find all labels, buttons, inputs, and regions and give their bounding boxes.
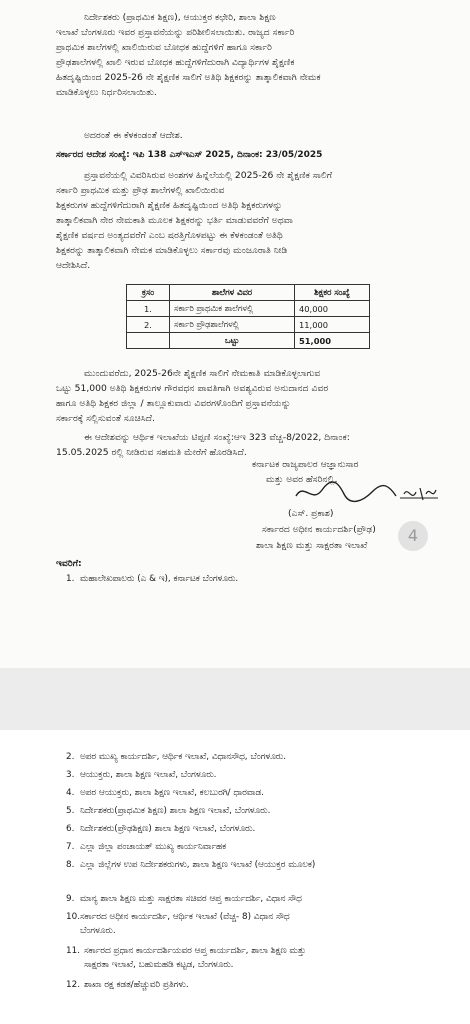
intro-paragraph: ನಿರ್ದೇಶಕರು (ಪ್ರಾಥಮಿಕ ಶಿಕ್ಷಣ), ಆಯುಕ್ತರ ಕಛೇರಿ, ಶಾಲಾ ಶಿಕ್ಷಣ ಇಲಾಖೆ ಬೆಂಗಳೂರು ಇವರ ಪ್ರಸ್ತಾವನೆಯನ್ನು ಪರಿಶೀಲಿಸಲಾಯಿತು. ರಾಜ್ಯದ ಸರ್ಕಾರಿ ಪ್ರಾಥಮಿಕ ಶಾಲೆಗಳಲ್ಲಿ ಖಾಲಿಯಿರುವ ಬೋಧಕ ಹುದ್ದೆಗಳಿಗೆ ಹಾಗೂ ಸರ್ಕಾರಿ ಪ್ರೌಢಶಾಲೆಗಳಲ್ಲಿ ಖಾಲಿ ಇರುವ ಬೋಧಕ ಹುದ್ದೆಗಳಿಗೆದುರಾಗಿ ವಿದ್ಯಾರ್ಥಿಗಳ ಶೈಕ್ಷಣಿಕ ಹಿತದೃಷ್ಟಿಯಿಂದ 2025-26 ನೇ ಶೈಕ್ಷಣಿಕ ಸಾಲಿಗೆ ಅತಿಥಿ ಶಿಕ್ಷಕರನ್ನು ತಾತ್ಕಾಲಿಕವಾಗಿ ನೇಮಕ ಮಾಡಿಕೊಳ್ಳಲು ನಿರ್ಧರಿಸಲಾಯಿತು. [56,12,321,98]
order-heading: ಸರ್ಕಾರದ ಆದೇಶ ಸಂಖ್ಯೆ: ಇಪಿ 138 ಎಸ್‌ಇಎಸ್ 2025, ದಿನಾಂಕ: 23/05/2025 [56,150,323,160]
table-cell: ಸರ್ಕಾರಿ ಪ್ರೌಢಶಾಲೆಗಳಲ್ಲಿ [170,317,295,333]
signatory-name: (ಎಸ್. ಪ್ರಕಾಶ) [288,508,334,519]
table-total-row [127,333,370,349]
table-cell: 40,000 [295,301,370,317]
further-paragraph: ಮುಂದುವರೆದು, 2025-26ನೇ ಶೈಕ್ಷಣಿಕ ಸಾಲಿಗೆ ನೇಮಕಾತಿ ಮಾಡಿಕೊಳ್ಳಲಾಗುವ ಒಟ್ಟು 51,000 ಅತಿಥಿ ಶಿಕ್ಷಕರುಗಳ ಗೌರವಧನ ಪಾವತಿಗಾಗಿ ಅವಶ್ಯವಿರುವ ಅನುದಾನದ ವಿವರ ಹಾಗೂ ಅತಿಥಿ ಶಿಕ್ಷಕರ ಜಿಲ್ಲಾ / ತಾಲ್ಲೂಕುವಾರು ವಿವರಗಳೊಂದಿಗೆ ಪ್ರಸ್ತಾವನೆಯನ್ನು ಸರ್ಕಾರಕ್ಕೆ ಸಲ್ಲಿಸುವಂತೆ ಸೂಚಿಸಿದೆ. [56,368,329,424]
signatory-designation: ಸರ್ಕಾರದ ಅಧೀನ ಕಾರ್ಯದರ್ಶಿ(ಪ್ರೌಢ) [262,524,376,535]
document-page-2: 2. ಅಪರ ಮುಖ್ಯ ಕಾರ್ಯದರ್ಶಿ, ಆರ್ಥಿಕ ಇಲಾಖೆ, ವಿಧಾನಸೌಧ, ಬೆಂಗಳೂರು. 3. ಆಯುಕ್ತರು, ಶಾಲಾ ಶಿಕ್ಷಣ ಇಲಾಖೆ, ಬೆಂಗಳೂರು. 4. ಅಪರ ಆಯುಕ್ತರು, ಶಾಲಾ ಶಿಕ್ಷಣ ಇಲಾಖೆ, ಕಲಬುರಗಿ/ ಧಾರವಾಡ. 5. ನಿರ್ದೇಶಕರು(ಪ್ರಾಥಮಿಕ ಶಿಕ್ಷಣ) ಶಾಲಾ ಶಿಕ್ಷಣ ಇಲಾಖೆ, ಬೆಂಗಳೂರು. 6. ನಿರ್ದೇಶಕರು(ಪ್ರೌಢಶಿಕ್ಷಣ) ಶಾಲಾ ಶಿಕ್ಷಣ ಇಲಾಖೆ, ಬೆಂಗಳೂರು. 7. ಎಲ್ಲಾ ಜಿಲ್ಲಾ ಪಂಚಾಯತ್ ಮುಖ್ಯ ಕಾರ್ಯನಿರ್ವಾಹಕ 8. ಎಲ್ಲಾ ಜಿಲ್ಲೆಗಳ ಉಪ ನಿರ್ದೇಶಕರುಗಳು, ಶಾಲಾ ಶಿಕ್ಷಣ ಇಲಾಖೆ (ಆಯುಕ್ತರ ಮೂಲಕ) 9. ಮಾನ್ಯ ಶಾಲಾ ಶಿಕ್ಷಣ ಮತ್ತು ಸಾಕ್ಷರತಾ ಸಚಿವರ ಆಪ್ತ ಕಾರ್ಯದರ್ಶಿ, ವಿಧಾನ ಸೌಧ 10. ಸರ್ಕಾರದ ಅಧೀನ ಕಾರ್ಯದರ್ಶಿ, ಆರ್ಥಿಕ ಇಲಾಖೆ (ವೆಚ್ಚ- 8) ವಿಧಾನ ಸೌಧ ಬೆಂಗಳೂರು. 11. ಸರ್ಕಾರದ ಪ್ರಧಾನ ಕಾರ್ಯದರ್ಶಿಯವರ ಆಪ್ತ ಕಾರ್ಯದರ್ಶಿ, ಶಾಲಾ ಶಿಕ್ಷಣ ಮತ್ತು ಸಾಕ್ಷರತಾ ಇಲಾಖೆ, ಬಹುಮಹಡಿ ಕಟ್ಟಡ, ಬೆಂಗಳೂರು. 12. ಶಾಖಾ ರಕ್ಷ ಕಡತ/ಹೆಚ್ಚುವರಿ ಪ್ರತಿಗಳು. [0,730,470,1024]
order-intro: ಅದರಂತೆ ಈ ಕೆಳಕಂಡಂತೆ ಆದೇಶ. [84,130,183,141]
table-header-cell: ಶಾಲೆಗಳ ವಿವರ [170,285,295,301]
table-cell: 1. [127,301,170,317]
table-total-label: ಒಟ್ಟು [170,333,295,349]
stamp-badge: 4 [398,521,428,551]
signature-line-1: ಕರ್ನಾಟಕ ರಾಜ್ಯಪಾಲರ ಆಜ್ಞಾನುಸಾರ [252,459,359,470]
page-gap [0,668,470,730]
table-cell: 2. [127,317,170,333]
table-cell: 11,000 [295,317,370,333]
table-row [127,317,370,333]
handwritten-signature-icon [292,476,442,510]
document-page-1: ನಿರ್ದೇಶಕರು (ಪ್ರಾಥಮಿಕ ಶಿಕ್ಷಣ), ಆಯುಕ್ತರ ಕಛೇರಿ, ಶಾಲಾ ಶಿಕ್ಷಣ ಇಲಾಖೆ ಬೆಂಗಳೂರು ಇವರ ಪ್ರಸ್ತಾವನೆಯನ್ನು ಪರಿಶೀಲಿಸಲಾಯಿತು. ರಾಜ್ಯದ ಸರ್ಕಾರಿ ಪ್ರಾಥಮಿಕ ಶಾಲೆಗಳಲ್ಲಿ ಖಾಲಿಯಿರುವ ಬೋಧಕ ಹುದ್ದೆಗಳಿಗೆ ಹಾಗೂ ಸರ್ಕಾರಿ ಪ್ರೌಢಶಾಲೆಗಳಲ್ಲಿ ಖಾಲಿ ಇರುವ ಬೋಧಕ ಹುದ್ದೆಗಳಿಗೆದುರಾಗಿ ವಿದ್ಯಾರ್ಥಿಗಳ ಶೈಕ್ಷಣಿಕ ಹಿತದೃಷ್ಟಿಯಿಂದ 2025-26 ನೇ ಶೈಕ್ಷಣಿಕ ಸಾಲಿಗೆ ಅತಿಥಿ ಶಿಕ್ಷಕರನ್ನು ತಾತ್ಕಾಲಿಕವಾಗಿ ನೇಮಕ ಮಾಡಿಕೊಳ್ಳಲು ನಿರ್ಧರಿಸಲಾಯಿತು. ಅದರಂತೆ ಈ ಕೆಳಕಂಡಂತೆ ಆದೇಶ. ಸರ್ಕಾರದ ಆದೇಶ ಸಂಖ್ಯೆ: ಇಪಿ 138 ಎಸ್‌ಇಎಸ್ 2025, ದಿನಾಂಕ: 23/05/2025 ಪ್ರಸ್ತಾವನೆಯಲ್ಲಿ ವಿವರಿಸಿರುವ ಅಂಶಗಳ ಹಿನ್ನೆಲೆಯಲ್ಲಿ 2025-26 ನೇ ಶೈಕ್ಷಣಿಕ ಸಾಲಿಗೆ ಸರ್ಕಾರಿ ಪ್ರಾಥಮಿಕ ಮತ್ತು ಪ್ರೌಢ ಶಾಲೆಗಳಲ್ಲಿ ಖಾಲಿಯಿರುವ ಶಿಕ್ಷಕರುಗಳ ಹುದ್ದೆಗಳಿಗೆದುರಾಗಿ ಶೈಕ್ಷಣಿಕ ಹಿತದೃಷ್ಟಿಯಿಂದ ಅತಿಥಿ ಶಿಕ್ಷಕರುಗಳನ್ನು ತಾತ್ಕಾಲಿಕವಾಗಿ ನೇರ ನೇಮಕಾತಿ ಮೂಲಕ ಶಿಕ್ಷಕರನ್ನು ಭರ್ತಿ ಮಾಡುವವರೆಗೆ ಅಥವಾ ಶೈಕ್ಷಣಿಕ ವರ್ಷದ ಅಂತ್ಯದವರೆಗೆ ಎಂಬ ಷರತ್ತಿಗೊಳಪಟ್ಟು ಈ ಕೆಳಕಂಡಂತೆ ಅತಿಥಿ ಶಿಕ್ಷಕರನ್ನು ತಾತ್ಕಾಲಿಕವಾಗಿ ನೇಮಕ ಮಾಡಿಕೊಳ್ಳಲು ಸರ್ಕಾರವು ಮಂಜೂರಾತಿ ನೀಡಿ ಆದೇಶಿಸಿದೆ. ಕ್ರಸಂ ಶಾಲೆಗಳ ವಿವರ ಶಿಕ್ಷಕರ ಸಂಖ್ಯೆ 1. ಸರ್ಕಾರಿ ಪ್ರಾಥಮಿಕ ಶಾಲೆಗಳಲ್ಲಿ 40,000 2. ಸರ್ಕಾರಿ ಪ್ರೌಢಶಾಲೆಗಳಲ್ಲಿ 11,000 ಒಟ್ಟು 51,000 ಮುಂದುವರೆದು, 2025-26ನೇ ಶೈಕ್ಷಣಿಕ ಸಾಲಿಗೆ ನೇಮಕಾತಿ ಮಾಡಿಕೊಳ್ಳಲಾಗುವ ಒಟ್ಟು 51,000 ಅತಿಥಿ ಶಿಕ್ಷಕರುಗಳ ಗೌರವಧನ ಪಾವತಿಗಾಗಿ ಅವಶ್ಯವಿರುವ ಅನುದಾನದ ವಿವರ ಹಾಗೂ ಅತಿಥಿ ಶಿಕ್ಷಕರ ಜಿಲ್ಲಾ / ತಾಲ್ಲೂಕುವಾರು ವಿವರಗಳೊಂದಿಗೆ ಪ್ರಸ್ತಾವನೆಯನ್ನು ಸರ್ಕಾರಕ್ಕೆ ಸಲ್ಲಿಸುವಂತೆ ಸೂಚಿಸಿದೆ. ಈ ಆದೇಶವನ್ನು ಆರ್ಥಿಕ ಇಲಾಖೆಯ ಟಿಪ್ಪಣಿ ಸಂಖ್ಯೆ:ಆಇ 323 ವೆಚ್ಚ-8/2022, ದಿನಾಂಕ: 15.05.2025 ರಲ್ಲಿ ನೀಡಿರುವ ಸಹಮತಿ ಮೇರೆಗೆ ಹೊರಡಿಸಿದೆ. ಕರ್ನಾಟಕ ರಾಜ್ಯಪಾಲರ ಆಜ್ಞಾನುಸಾರ ಮತ್ತು ಅವರ ಹೆಸರಿನಲ್ಲಿ, (ಎಸ್. ಪ್ರಕಾಶ) ಸರ್ಕಾರದ ಅಧೀನ ಕಾರ್ಯದರ್ಶಿ(ಪ್ರೌಢ) ಶಾಲಾ ಶಿಕ್ಷಣ ಮತ್ತು ಸಾಕ್ಷರತಾ ಇಲಾಖೆ 4 ಇವರಿಗೆ: 1. ಮಹಾಲೇಖಪಾಲರು (ಎ & ಇ), ಕರ್ನಾಟಕ ಬೆಂಗಳೂರು. [0,0,470,668]
signature-line-2: ಮತ್ತು ಅವರ ಹೆಸರಿನಲ್ಲಿ, [266,474,338,485]
table-total-value: 51,000 [295,333,370,349]
signatory-department: ಶಾಲಾ ಶಿಕ್ಷಣ ಮತ್ತು ಸಾಕ್ಷರತಾ ಇಲಾಖೆ [256,540,368,551]
recipients-label: ಇವರಿಗೆ: [56,558,82,569]
table-row [127,301,370,317]
table-header-row [127,285,370,301]
finance-paragraph: ಈ ಆದೇಶವನ್ನು ಆರ್ಥಿಕ ಇಲಾಖೆಯ ಟಿಪ್ಪಣಿ ಸಂಖ್ಯೆ:ಆಇ 323 ವೆಚ್ಚ-8/2022, ದಿನಾಂಕ: 15.05.2025 ರಲ್ಲಿ ನೀಡಿರುವ ಸಹಮತಿ ಮೇರೆಗೆ ಹೊರಡಿಸಿದೆ. [56,432,350,458]
table-cell: ಸರ್ಕಾರಿ ಪ್ರಾಥಮಿಕ ಶಾಲೆಗಳಲ್ಲಿ [170,301,295,317]
table-header-cell: ಕ್ರಸಂ [127,285,170,301]
teacher-allocation-table [126,284,370,349]
table-header-cell: ಶಿಕ್ಷಕರ ಸಂಖ್ಯೆ [295,285,370,301]
order-paragraph: ಪ್ರಸ್ತಾವನೆಯಲ್ಲಿ ವಿವರಿಸಿರುವ ಅಂಶಗಳ ಹಿನ್ನೆಲೆಯಲ್ಲಿ 2025-26 ನೇ ಶೈಕ್ಷಣಿಕ ಸಾಲಿಗೆ ಸರ್ಕಾರಿ ಪ್ರಾಥಮಿಕ ಮತ್ತು ಪ್ರೌಢ ಶಾಲೆಗಳಲ್ಲಿ ಖಾಲಿಯಿರುವ ಶಿಕ್ಷಕರುಗಳ ಹುದ್ದೆಗಳಿಗೆದುರಾಗಿ ಶೈಕ್ಷಣಿಕ ಹಿತದೃಷ್ಟಿಯಿಂದ ಅತಿಥಿ ಶಿಕ್ಷಕರುಗಳನ್ನು ತಾತ್ಕಾಲಿಕವಾಗಿ ನೇರ ನೇಮಕಾತಿ ಮೂಲಕ ಶಿಕ್ಷಕರನ್ನು ಭರ್ತಿ ಮಾಡುವವರೆಗೆ ಅಥವಾ ಶೈಕ್ಷಣಿಕ ವರ್ಷದ ಅಂತ್ಯದವರೆಗೆ ಎಂಬ ಷರತ್ತಿಗೊಳಪಟ್ಟು ಈ ಕೆಳಕಂಡಂತೆ ಅತಿಥಿ ಶಿಕ್ಷಕರನ್ನು ತಾತ್ಕಾಲಿಕವಾಗಿ ನೇಮಕ ಮಾಡಿಕೊಳ್ಳಲು ಸರ್ಕಾರವು ಮಂಜೂರಾತಿ ನೀಡಿ ಆದೇಶಿಸಿದೆ. [56,170,333,271]
